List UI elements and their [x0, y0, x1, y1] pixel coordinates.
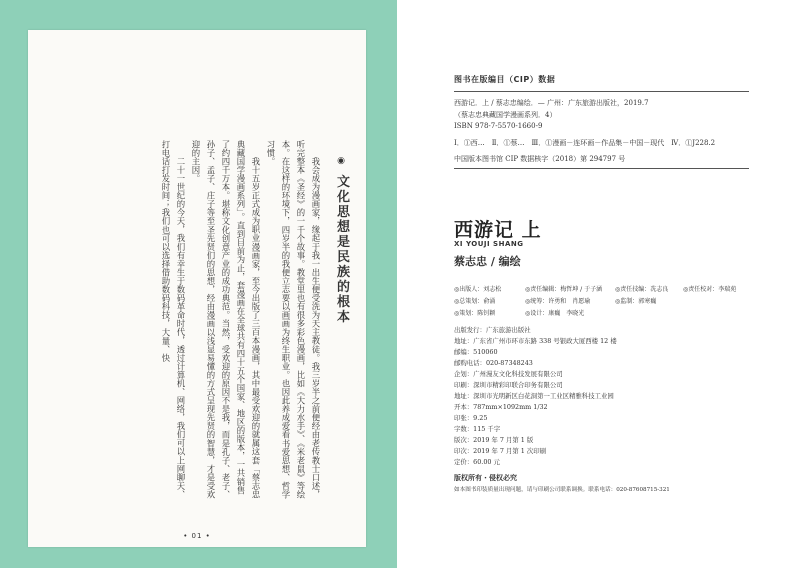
credit-item: ◎监制：郭寒巍: [615, 298, 657, 305]
preface-paragraph: 二十一世纪的今天，我们有幸生于数码革命时代，透过计算机、网络，我们可以上网聊天、打电话打发时间；我们也可以选择借助数码科技，大量、快: [161, 140, 186, 499]
pub-line: 企划：广州漫友文化科技发展有限公司: [454, 370, 563, 378]
book-title-pinyin: XI YOUJI SHANG: [454, 240, 524, 248]
pub-line: 地址：广东省广州市环市东路 338 号银政大厦西楼 12 楼: [454, 337, 617, 345]
pub-line: 印次：2019 年 7 月第 1 次印刷: [454, 447, 547, 455]
pub-line: 版次：2019 年 7 月第 1 版: [454, 436, 534, 444]
page-number: • 01 •: [183, 532, 211, 540]
credit-item: ◎策划：陈钊颖: [454, 310, 496, 317]
cip-line: （蔡志忠典藏国学漫画系列．4）: [454, 111, 557, 119]
book-author: 蔡志忠 / 编绘: [454, 255, 521, 268]
pub-line: 地址：深圳市光明新区白花洞第一工业区精雅科技工业园: [454, 392, 614, 400]
cip-line: 中国版本图书馆 CIP 数据核字（2018）第 294797 号: [454, 155, 626, 163]
credit-item: ◎出版人：刘志松: [454, 286, 502, 293]
preface-title-text: 文化思想是民族的根本: [334, 174, 349, 325]
title-bullet-icon: ◉: [336, 156, 346, 168]
credit-item: ◎责任校对：李瑞苑: [683, 286, 737, 293]
credit-item: ◎统筹：许勇和 肖愿瑜: [525, 298, 591, 305]
preface-page: [28, 30, 366, 547]
cip-divider: [454, 168, 749, 169]
cip-divider: [454, 91, 749, 92]
cip-line: ISBN 978-7-5570-1660-9: [454, 122, 543, 130]
pub-line: 定价：60.00 元: [454, 458, 500, 466]
book-title: 西游记 上: [454, 219, 542, 241]
credit-item: ◎责任技编：冼志良: [615, 286, 669, 293]
pub-line: 邮编：510060: [454, 348, 498, 356]
cip-line: Ⅰ．①西… Ⅱ．①蔡… Ⅲ．①漫画－连环画－作品集－中国－现代 Ⅳ．①J228.2: [454, 139, 716, 147]
pub-line: 邮购电话：020-87348243: [454, 359, 533, 367]
preface-paragraph: 我会成为漫画家，缘起于我一出生便受洗为天主教徒。我三岁半之前便经由老传教士口述，听完整本《圣经》的一千个故事。教堂里也有很多彩色漫画，比如《大力水手》、《米老鼠》等绘本。在这样的环境下，四岁半的我便立志要以画画为终生职业。也因此养成爱看书爱思想、哲学习惯。: [266, 140, 321, 499]
rights-statement: 版权所有・侵权必究: [454, 473, 517, 482]
pub-line: 开本：787mm×1092mm 1/32: [454, 403, 548, 411]
preface-body: [143, 140, 323, 500]
rights-note: 如本图书印装质量出现问题，请与印刷公司联系调换。联系电话：020-87608715-321: [454, 487, 670, 493]
credit-item: ◎总策划：俞涌: [454, 298, 496, 305]
credit-item: ◎设计：康巍 李晓光: [525, 310, 585, 317]
pub-line: 印刷：深圳市精彩印联合印务有限公司: [454, 381, 563, 389]
cip-heading: 图书在版编目（CIP）数据: [454, 75, 556, 84]
credit-item: ◎责任编辑：梅哲坤 / 于子涵: [525, 286, 603, 293]
pub-line: 印张：9.25: [454, 414, 488, 422]
preface-paragraph: 我十五岁正式成为职业漫画家，至今出版了三百本漫画，其中最受欢迎的就属这套「蔡志忠典藏国学漫画系列」。直到目前为止，套漫画在全球共有四十五个国家、地区的版本，一共销售了约四千万本。堪称文化创意产业的成功典范。当然，受欢迎的原因不是我，而是孔子、老子、孙子、孟子、庄子等至圣先贤们的思想，经由漫画以浅显易懂的方式呈现先贤的智慧，才是受欢迎的主因。: [191, 140, 261, 499]
cip-line: 西游记．上 / 蔡志忠编绘．— 广州：广东旅游出版社，2019.7: [454, 99, 649, 107]
pub-line: 出版发行：广东旅游出版社: [454, 326, 531, 334]
pub-line: 字数：115 千字: [454, 425, 501, 433]
